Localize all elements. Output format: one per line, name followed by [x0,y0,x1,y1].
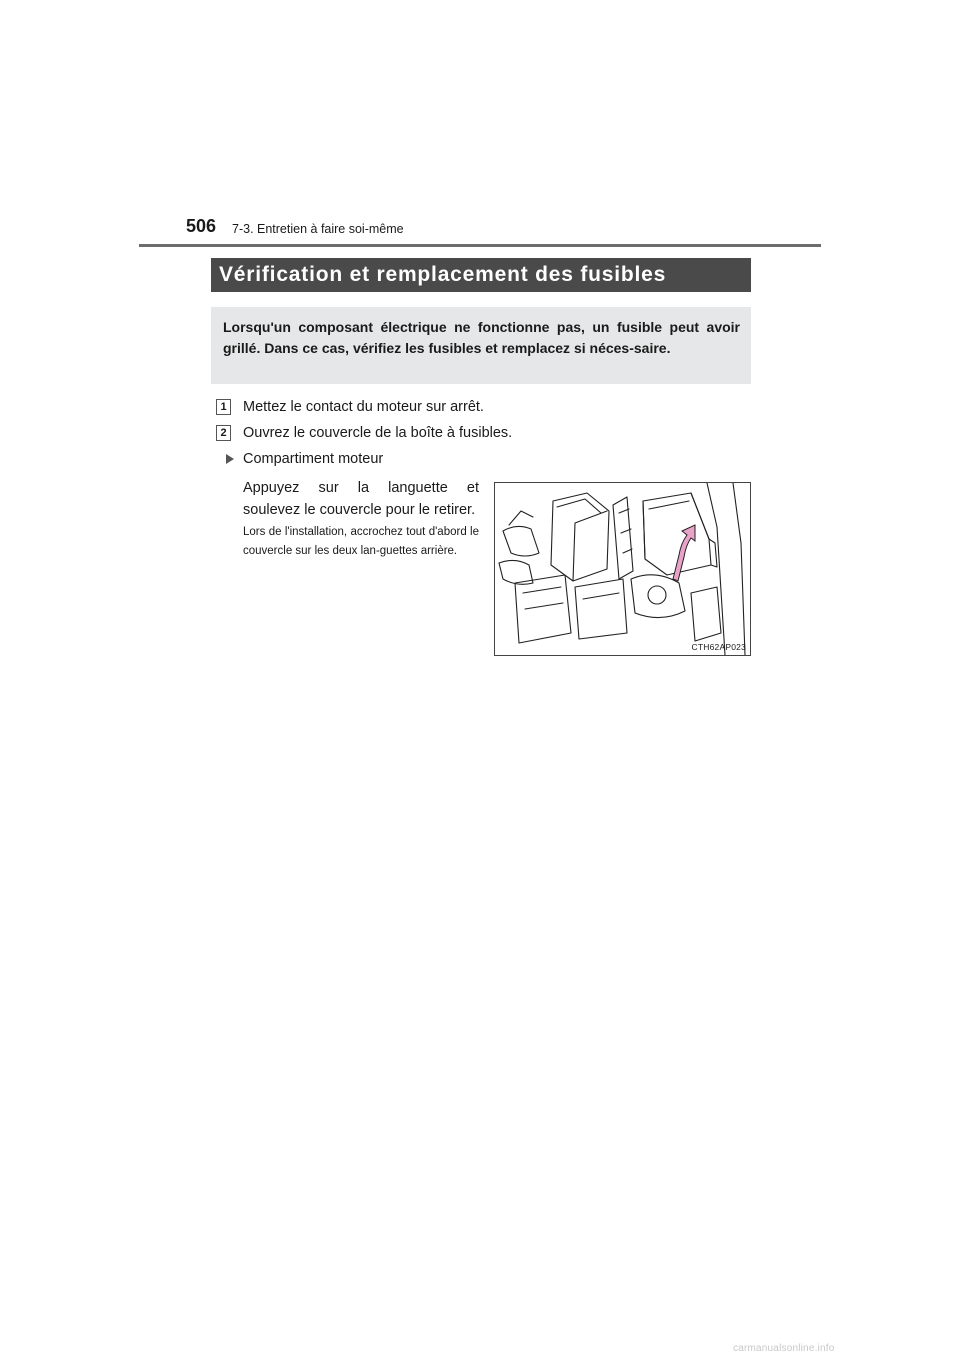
intro-box: Lorsqu'un composant électrique ne fonctionne pas, un fusible peut avoir grillé. Dans ce cas, vérifiez les fusibles et remplacez si néces-saire. [211,307,751,384]
header-rule [139,244,821,247]
step-text-1: Mettez le contact du moteur sur arrêt. [243,399,484,415]
instruction-paragraph: Appuyez sur la languette et soulevez le couvercle pour le retirer. [243,480,479,518]
page-number: 506 [186,216,217,236]
bullet-label: Compartiment moteur [243,451,384,467]
step-text-2: Ouvrez le couvercle de la boîte à fusibles. [243,425,513,441]
section-label: 7-3. Entretien à faire soi-même [232,222,404,236]
engine-compartment-drawing [495,483,750,655]
section-title: Vérification et remplacement des fusibles [211,258,751,292]
bullet-arrow-icon [226,454,234,464]
footer-watermark: carmanualsonline.info [733,1343,835,1354]
installation-note: Lors de l'installation, accrochez tout d'abord le couvercle sur les deux lan-guettes arrière. [243,526,479,557]
engine-compartment-illustration [494,482,751,656]
step-badge-2: 2 [216,425,231,441]
figure-code: CTH62AP023 [691,642,746,652]
step-badge-1: 1 [216,399,231,415]
